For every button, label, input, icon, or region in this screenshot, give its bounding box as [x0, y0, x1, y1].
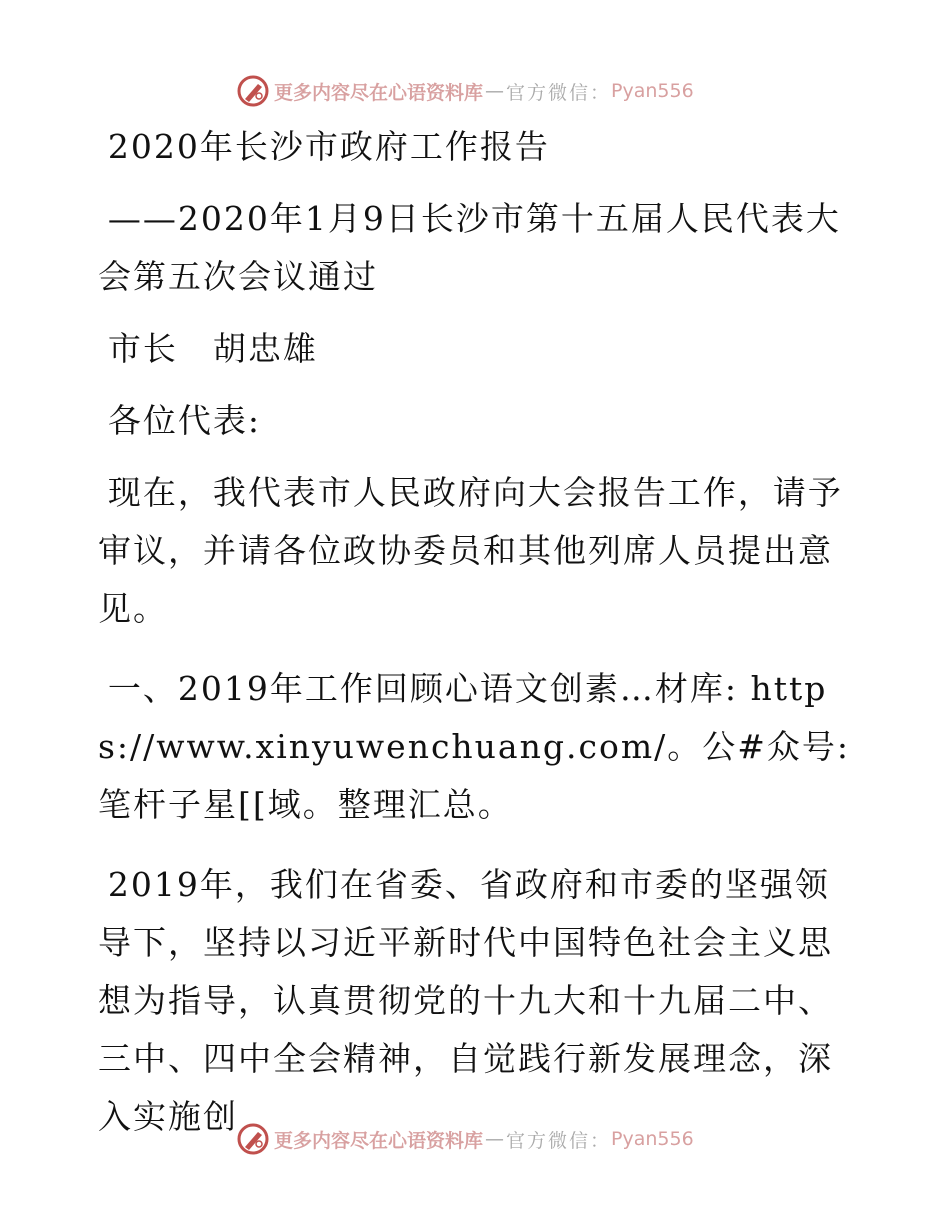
document-author: 市长 胡忠雄: [107, 329, 318, 368]
document-title: 2020年长沙市政府工作报告: [107, 127, 550, 166]
watermark-official-label: 官方微信：: [506, 81, 612, 104]
pen-logo-icon: [236, 74, 270, 108]
watermark-site-text: 更多内容尽在心语资料库: [274, 1129, 484, 1152]
watermark-site-text: 更多内容尽在心语资料库: [274, 81, 484, 104]
paragraph-review: 2019年，我们在省委、省政府和市委的坚强领导下，坚持以习近平新时代中国特色社会主义思想为指导，认真贯彻党的十九大和十九届二中、三中、四中全会精神，自觉践行新发展理念，深入实施创: [98, 865, 833, 1136]
paragraph-section-heading: 一、2019年工作回顾心语文创素…材库: https://www.xinyuwenchuang.com/。公#众号: 笔杆子星[[域。整理汇总。: [98, 669, 851, 824]
watermark-dash: —: [485, 80, 505, 102]
watermark-wechat-id: Pyan556: [611, 80, 694, 102]
document-subtitle: ——2020年1月9日长沙市第十五届人民代表大会第五次会议通过: [98, 199, 841, 296]
document-body: [98, 118, 858, 1168]
watermark-dash: —: [485, 1128, 505, 1150]
document-salutation: 各位代表:: [107, 401, 262, 440]
paragraph-intro: 现在，我代表市人民政府向大会报告工作，请予审议，并请各位政协委员和其他列席人员提出意见。: [98, 473, 843, 628]
footer-watermark: [236, 1122, 694, 1156]
pen-logo-icon: [236, 1122, 270, 1156]
watermark-official-label: 官方微信：: [506, 1129, 612, 1152]
watermark-wechat-id: Pyan556: [611, 1128, 694, 1150]
header-watermark: [236, 74, 694, 108]
